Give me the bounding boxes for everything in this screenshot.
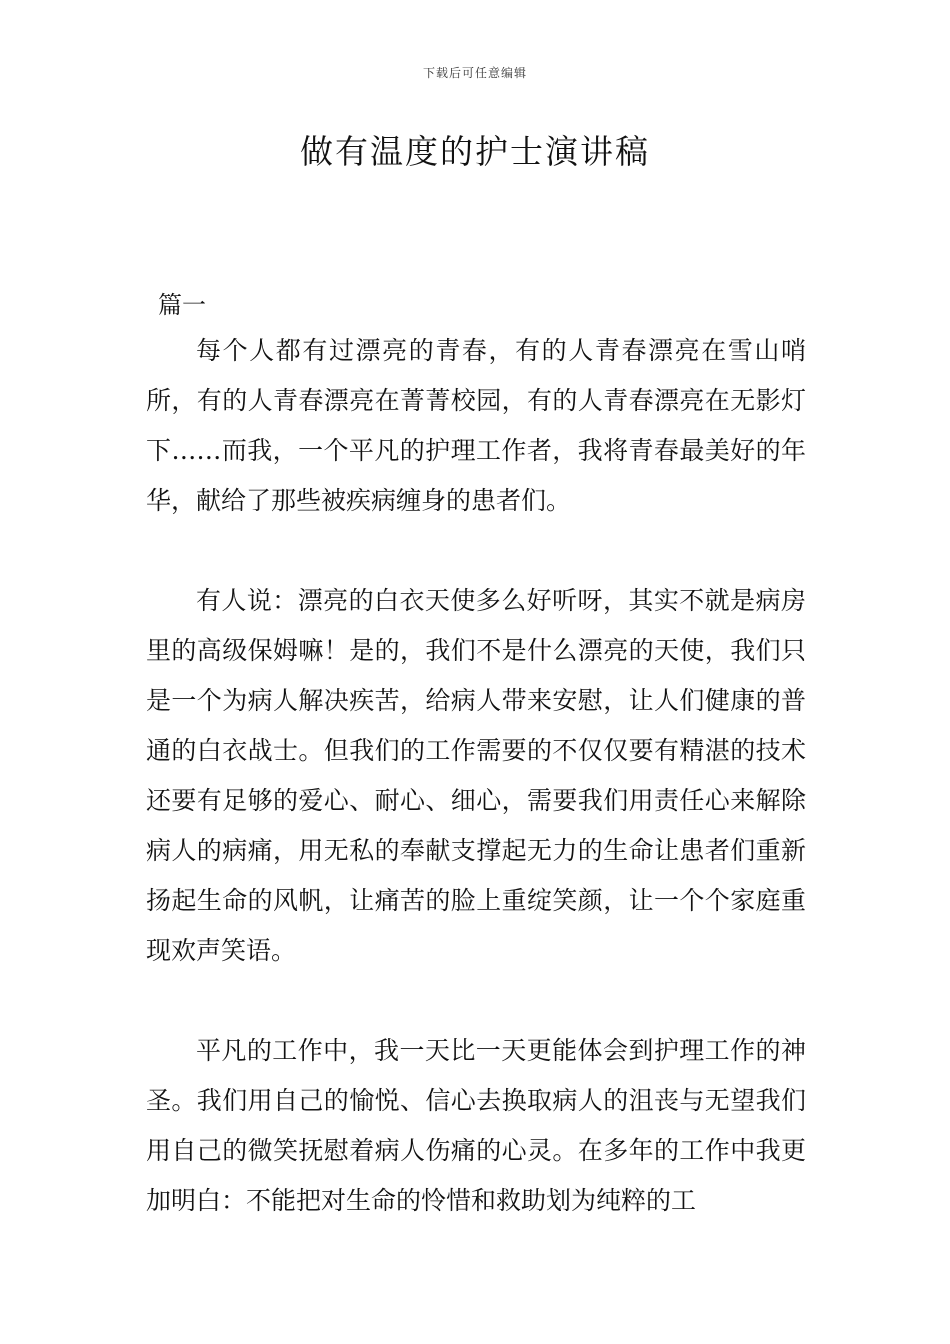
paragraph-1: 每个人都有过漂亮的青春，有的人青春漂亮在雪山哨所，有的人青春漂亮在菁菁校园，有的人青春漂亮在无影灯下……而我，一个平凡的护理工作者，我将青春最美好的年华，献给了那些被疾病缠身的患者们。: [146, 336, 806, 515]
section-label: 篇一: [158, 291, 206, 319]
header-note: 下载后可任意编辑: [422, 66, 527, 80]
document-title: 做有温度的护士演讲稿: [300, 132, 650, 171]
paragraph-3: 平凡的工作中，我一天比一天更能体会到护理工作的神圣。我们用自己的愉悦、信心去换取病人的沮丧与无望我们用自己的微笑抚慰着病人伤痛的心灵。在多年的工作中我更加明白：不能把对生命的怜惜和救助划为纯粹的工: [146, 1036, 806, 1215]
paragraph-2: 有人说：漂亮的白衣天使多么好听呀，其实不就是病房里的高级保姆嘛！是的，我们不是什么漂亮的天使，我们只是一个为病人解决疾苦，给病人带来安慰，让人们健康的普通的白衣战士。但我们的工作需要的不仅仅要有精湛的技术还要有足够的爱心、耐心、细心，需要我们用责任心来解除病人的病痛，用无私的奉献支撑起无力的生命让患者们重新扬起生命的风帆，让痛苦的脸上重绽笑颜，让一个个家庭重现欢声笑语。: [146, 586, 806, 965]
document-body: [146, 326, 806, 1226]
